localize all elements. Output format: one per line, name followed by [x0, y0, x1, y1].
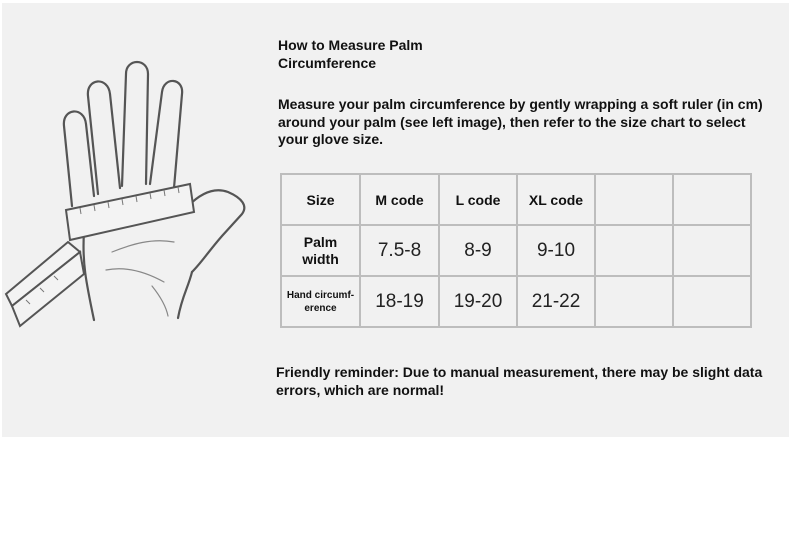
- cell-palm-width-xl: 9-10: [517, 225, 595, 276]
- cell-hand-circ-m: 18-19: [360, 276, 439, 327]
- hand-with-measuring-tape-icon: [2, 56, 258, 332]
- header-cell-size: Size: [281, 174, 360, 225]
- cell-palm-width-empty-1: [595, 225, 673, 276]
- header-cell-l: L code: [439, 174, 517, 225]
- cell-hand-circ-empty-2: [673, 276, 751, 327]
- cell-hand-circ-xl: 21-22: [517, 276, 595, 327]
- size-chart-table: [280, 173, 752, 328]
- row-label-palm-width: Palm width: [281, 225, 360, 276]
- table-header-row: [281, 174, 751, 225]
- header-cell-xl: XL code: [517, 174, 595, 225]
- cell-hand-circ-empty-1: [595, 276, 673, 327]
- header-cell-m: M code: [360, 174, 439, 225]
- cell-palm-width-m: 7.5-8: [360, 225, 439, 276]
- measurement-instructions: Measure your palm circumference by gently wrapping a soft ruler (in cm) around your palm (see left image), then refer to the size chart to select your glove size.: [278, 96, 763, 147]
- header-cell-empty-2: [673, 174, 751, 225]
- table-row-hand-circumference: [281, 276, 751, 327]
- cell-palm-width-l: 8-9: [439, 225, 517, 276]
- row-label-hand-circumference: Hand circumf- erence: [281, 276, 360, 327]
- cell-hand-circ-l: 19-20: [439, 276, 517, 327]
- table-row-palm-width: [281, 225, 751, 276]
- cell-palm-width-empty-2: [673, 225, 751, 276]
- header-cell-empty-1: [595, 174, 673, 225]
- friendly-reminder: Friendly reminder: Due to manual measurement, there may be slight data errors, which are normal!: [276, 364, 763, 398]
- page-title: How to Measure Palm Circumference: [278, 37, 423, 71]
